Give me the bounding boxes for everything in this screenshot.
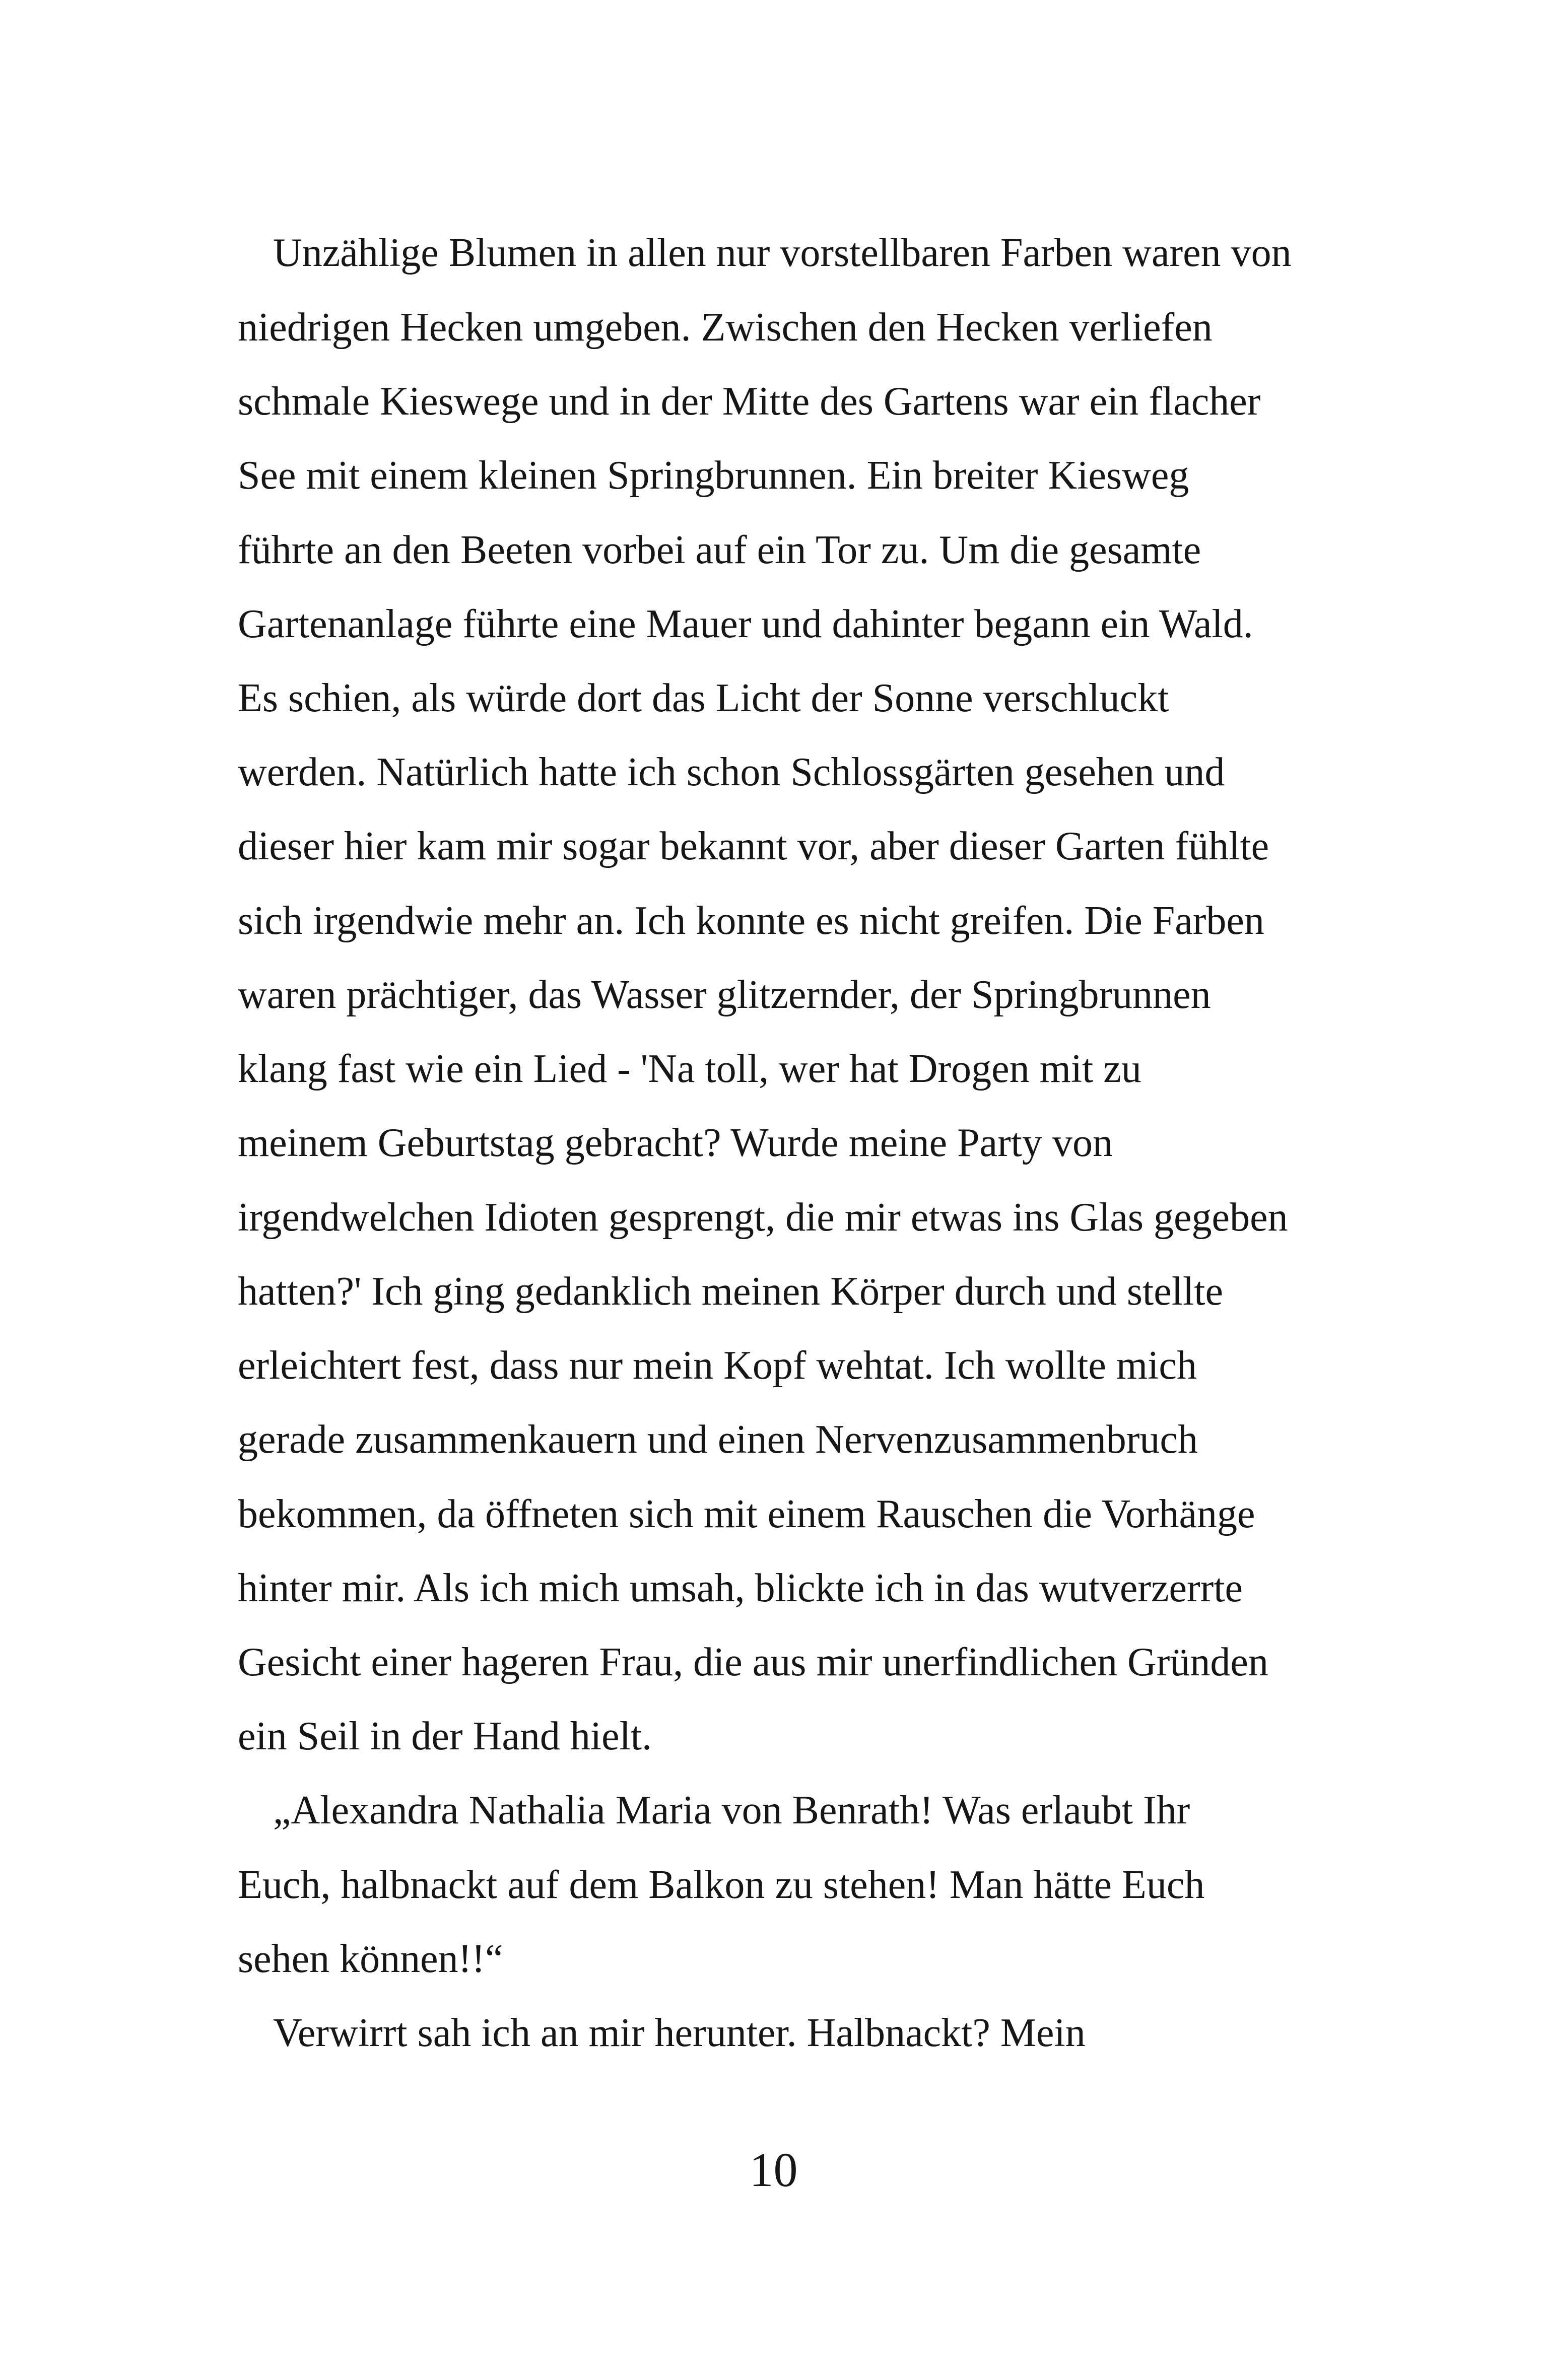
text-line-10: sich irgendwie mehr an. Ich konnte es nicht greifen. Die Farben (238, 899, 1264, 943)
text-line-24: sehen können!!“ (238, 1937, 503, 1981)
text-line-22: „Alexandra Nathalia Maria von Benrath! Was erlaubt Ihr (273, 1788, 1190, 1832)
text-line-7: Es schien, als würde dort das Licht der Sonne verschluckt (238, 676, 1169, 720)
text-line-2: niedrigen Hecken umgeben. Zwischen den Hecken verliefen (238, 305, 1213, 350)
text-line-17: gerade zusammenkauern und einen Nervenzusammenbruch (238, 1417, 1198, 1462)
text-line-12: klang fast wie ein Lied - 'Na toll, wer hat Drogen mit zu (238, 1047, 1141, 1091)
page-number: 10 (749, 2143, 798, 2197)
text-line-11: waren prächtiger, das Wasser glitzernder, der Springbrunnen (238, 973, 1211, 1017)
text-line-18: bekommen, da öffneten sich mit einem Rauschen die Vorhänge (238, 1492, 1255, 1536)
text-line-9: dieser hier kam mir sogar bekannt vor, aber dieser Garten fühlte (238, 824, 1269, 868)
text-line-14: irgendwelchen Idioten gesprengt, die mir etwas ins Glas gegeben (238, 1195, 1288, 1240)
text-line-1: Unzählige Blumen in allen nur vorstellbaren Farben waren von (273, 231, 1292, 275)
text-line-19: hinter mir. Als ich mich umsah, blickte ich in das wutverzerrte (238, 1566, 1243, 1610)
text-line-20: Gesicht einer hageren Frau, die aus mir unerfindlichen Gründen (238, 1640, 1268, 1684)
text-line-5: führte an den Beeten vorbei auf ein Tor zu. Um die gesamte (238, 528, 1201, 572)
text-line-6: Gartenanlage führte eine Mauer und dahinter begann ein Wald. (238, 602, 1253, 646)
text-line-13: meinem Geburtstag gebracht? Wurde meine Party von (238, 1121, 1113, 1165)
text-line-15: hatten?' Ich ging gedanklich meinen Körper durch und stellte (238, 1269, 1223, 1314)
text-line-21: ein Seil in der Hand hielt. (238, 1714, 652, 1758)
text-line-25: Verwirrt sah ich an mir herunter. Halbnackt? Mein (273, 2011, 1086, 2055)
text-line-23: Euch, halbnackt auf dem Balkon zu stehen! Man hätte Euch (238, 1863, 1205, 1907)
text-line-16: erleichtert fest, dass nur mein Kopf wehtat. Ich wollte mich (238, 1343, 1197, 1388)
text-line-3: schmale Kieswege und in der Mitte des Gartens war ein flacher (238, 379, 1261, 424)
text-line-8: werden. Natürlich hatte ich schon Schlossgärten gesehen und (238, 750, 1225, 794)
text-line-4: See mit einem kleinen Springbrunnen. Ein breiter Kiesweg (238, 453, 1189, 498)
